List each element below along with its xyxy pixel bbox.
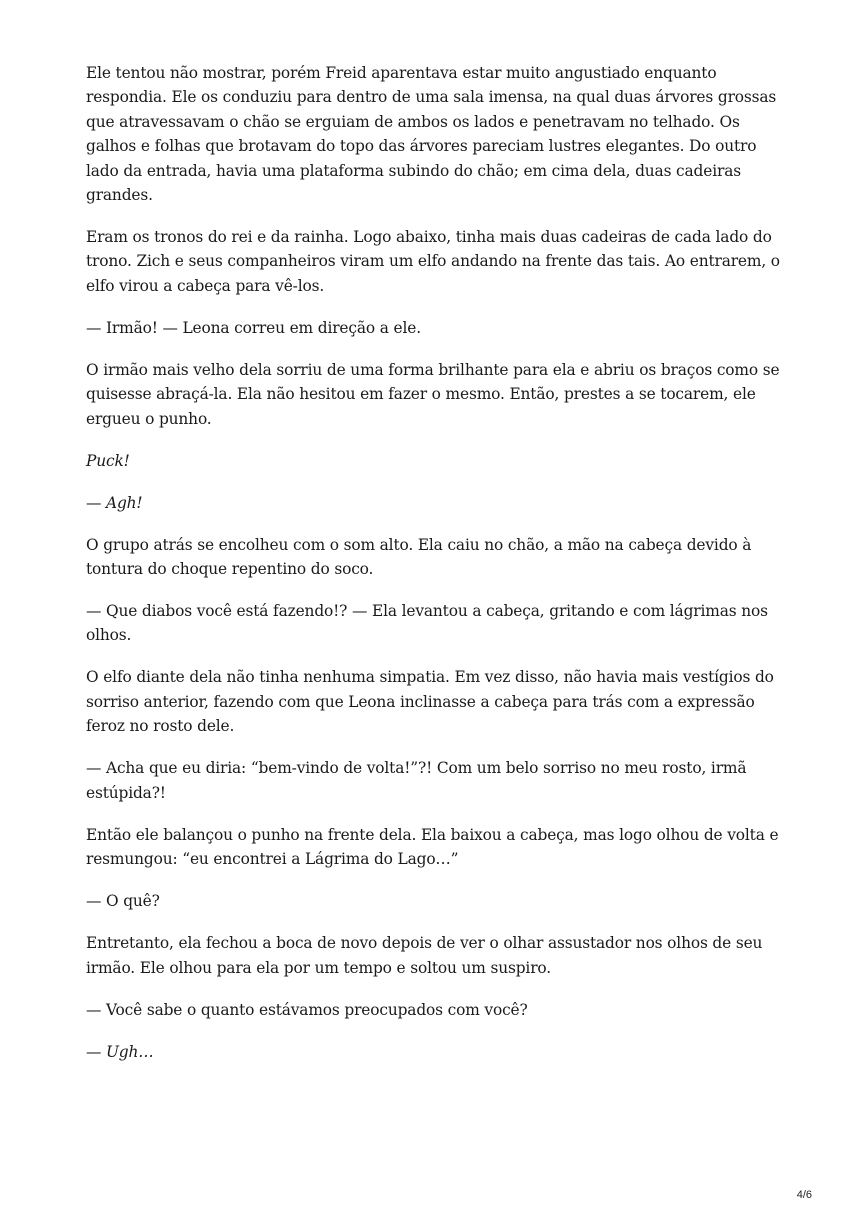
dialogue-line <box>86 491 786 515</box>
exclamation-text: Ugh… <box>105 1042 154 1061</box>
paragraph: Entretanto, ela fechou a boca de novo depois de ver o olhar assustador nos olhos de seu irmão. Ele olhou para ela por um tempo e soltou um suspiro. <box>86 934 763 977</box>
dialogue-line: — Que diabos você está fazendo!? — Ela levantou a cabeça, gritando e com lágrimas nos olhos. <box>86 602 768 645</box>
paragraph: O irmão mais velho dela sorriu de uma forma brilhante para ela e abriu os braços como se quisesse abraçá-la. Ela não hesitou em fazer o mesmo. Então, prestes a se tocarem, ele ergueu o punho. <box>86 360 780 428</box>
dialogue-line: — O quê? <box>86 892 160 911</box>
sound-effect: Puck! <box>86 451 130 470</box>
dialogue-line: — Irmão! — Leona correu em direção a ele. <box>86 318 421 337</box>
exclamation-text: Agh! <box>105 493 143 512</box>
dialogue-dash: — <box>86 1042 106 1061</box>
dialogue-line <box>86 1040 786 1064</box>
paragraph: Ele tentou não mostrar, porém Freid aparentava estar muito angustiado enquanto respondia. Ele os conduziu para dentro de uma sala imensa, na qual duas árvores grossas que atravessavam o chão se erguiam de ambos os lados e penetravam no telhado. Os galhos e folhas que brotavam do topo das árvores pareciam lustres elegantes. Do outro lado da entrada, havia uma plataforma subindo do chão; em cima dela, duas cadeiras grandes. <box>86 64 777 205</box>
dialogue-dash: — <box>86 493 106 512</box>
dialogue-line: — Acha que eu diria: “bem-vindo de volta!”?! Com um belo sorriso no meu rosto, irmã estúpida?! <box>86 759 747 802</box>
paragraph: O grupo atrás se encolheu com o som alto. Ela caiu no chão, a mão na cabeça devido à tontura do choque repentino do soco. <box>86 535 752 579</box>
page-number: 4/6 <box>796 1189 812 1201</box>
paragraph: Eram os tronos do rei e da rainha. Logo abaixo, tinha mais duas cadeiras de cada lado do trono. Zich e seus companheiros viram um elfo andando na frente das tais. Ao entrarem, o elfo virou a cabeça para vê-los. <box>86 228 780 295</box>
paragraph: O elfo diante dela não tinha nenhuma simpatia. Em vez disso, não havia mais vestígios do sorriso anterior, fazendo com que Leona inclinasse a cabeça para trás com a expressão feroz no rosto dele. <box>86 668 774 736</box>
dialogue-line: — Você sabe o quanto estávamos preocupados com você? <box>86 1000 528 1019</box>
paragraph: Então ele balançou o punho na frente dela. Ela baixou a cabeça, mas logo olhou de volta e resmungou: “eu encontrei a Lágrima do Lago…” <box>86 825 779 869</box>
